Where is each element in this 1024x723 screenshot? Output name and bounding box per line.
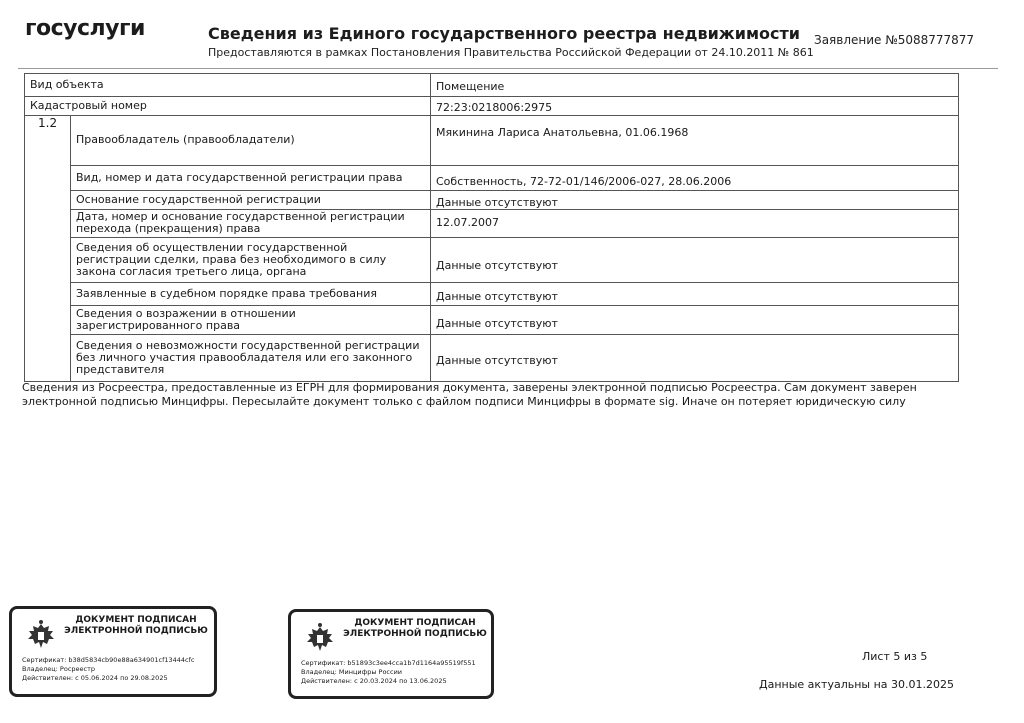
row-label-objection: Сведения о возражении в отношении зарегистрированного права (76, 306, 296, 332)
stamp-certificate: Сертификат: b51893c3ee4cca1b7d1164a95519f551 (301, 659, 476, 667)
row-label-basis: Основание государственной регистрации (76, 192, 321, 206)
stamp-details (22, 656, 195, 683)
row-value-registration: Собственность, 72-72-01/146/2006-027, 28.06.2006 (436, 174, 732, 188)
coat-of-arms-icon (24, 619, 58, 653)
row-value-transaction-consent: Данные отсутствуют (436, 258, 558, 272)
stamp-details (301, 659, 476, 686)
cadastral-number-value: 72:23:0218006:2975 (436, 100, 553, 114)
row-value-transfer: 12.07.2007 (436, 216, 499, 229)
row-value-objection: Данные отсутствуют (436, 316, 558, 330)
row-label-court-claims: Заявленные в судебном порядке права требования (76, 286, 377, 300)
row-value-rightholder: Мякинина Лариса Анатольевна, 01.06.1968 (436, 126, 689, 139)
sheet-number: Лист 5 из 5 (862, 650, 928, 663)
row-label-transfer: Дата, номер и основание государственной регистрации перехода (прекращения) права (76, 210, 405, 235)
row-label-rightholder: Правообладатель (правообладатели) (76, 133, 295, 146)
document-subtitle: Предоставляются в рамках Постановления Правительства Российской Федерации от 24.10.2011 № 861 (208, 46, 814, 59)
header-divider (18, 68, 998, 69)
stamp-owner: Владелец: Минцифры России (301, 668, 403, 676)
row-label-registration: Вид, номер и дата государственной регистрации права (76, 170, 403, 184)
row-value-personal-participation: Данные отсутствуют (436, 353, 558, 367)
application-number: Заявление №5088777877 (814, 33, 975, 47)
row-value-basis: Данные отсутствуют (436, 195, 558, 209)
stamp-certificate: Сертификат: b38d5834cb90e88a634901cf13444cfc (22, 656, 195, 664)
signature-stamp-mintsifry (288, 609, 494, 699)
row-label-transaction-consent: Сведения об осуществлении государственной регистрации сделки, права без необходимого в силу закона согласия третьего лица, органа (76, 240, 387, 278)
object-type-value: Помещение (436, 79, 505, 93)
row-label-personal-participation: Сведения о невозможности государственной регистрации без личного участия правообладателя или его законного представителя (76, 338, 420, 376)
data-actual-date: Данные актуальны на 30.01.2025 (759, 678, 955, 691)
stamp-validity: Действителен: с 20.03.2024 по 13.06.2025 (301, 677, 447, 685)
stamp-validity: Действителен: с 05.06.2024 по 29.08.2025 (22, 674, 168, 682)
coat-of-arms-icon (303, 622, 337, 656)
signature-stamp-rosreestr (9, 606, 217, 697)
object-type-label: Вид объекта (30, 77, 104, 91)
egrn-table (24, 73, 959, 382)
stamp-heading: ДОКУМЕНТ ПОДПИСАН ЭЛЕКТРОННОЙ ПОДПИСЬЮ (64, 615, 208, 636)
document-title: Сведения из Единого государственного реестра недвижимости (208, 24, 800, 43)
signature-note: Сведения из Росреестра, предоставленные из ЕГРН для формирования документа, заверены электронной подписью Росреестра. Сам документ заверен электронной подписью Минцифры. Пересылайте документ только с файлом подписи Минцифры в формате sig. Иначе он потеряет юридическую силу (22, 381, 917, 408)
row-value-court-claims: Данные отсутствуют (436, 289, 558, 303)
cadastral-number-label: Кадастровый номер (30, 98, 147, 112)
stamp-owner: Владелец: Росреестр (22, 665, 96, 673)
section-number: 1.2 (38, 116, 58, 130)
gosuslugi-logo: госуслуги (25, 16, 145, 41)
stamp-heading: ДОКУМЕНТ ПОДПИСАН ЭЛЕКТРОННОЙ ПОДПИСЬЮ (343, 618, 487, 639)
